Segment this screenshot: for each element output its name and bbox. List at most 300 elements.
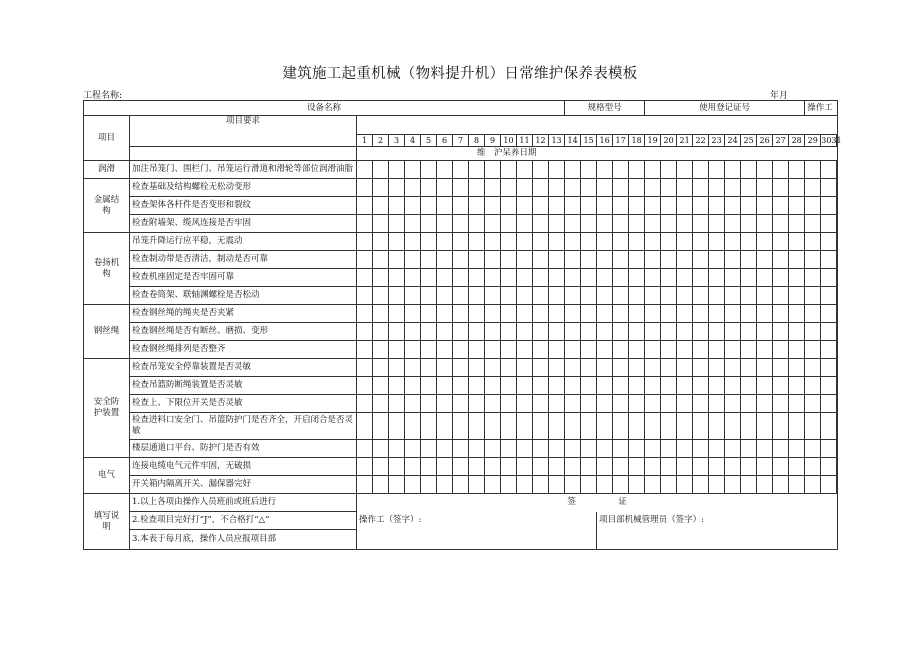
check-cell[interactable] [805,413,821,440]
check-cell[interactable] [533,161,549,179]
check-cell[interactable] [805,179,821,197]
check-cell[interactable] [581,197,597,215]
check-cell[interactable] [437,233,453,251]
check-cell[interactable] [629,458,645,476]
check-cell[interactable] [821,287,837,305]
check-cell[interactable] [789,305,805,323]
check-cell[interactable] [741,215,757,233]
check-cell[interactable] [389,305,405,323]
check-cell[interactable] [469,359,485,377]
check-cell[interactable] [501,197,517,215]
check-cell[interactable] [533,458,549,476]
check-cell[interactable] [421,377,437,395]
check-cell[interactable] [469,305,485,323]
check-cell[interactable] [421,413,437,440]
check-cell[interactable] [437,413,453,440]
check-cell[interactable] [613,305,629,323]
check-cell[interactable] [677,413,693,440]
check-cell[interactable] [693,269,709,287]
check-cell[interactable] [645,161,661,179]
check-cell[interactable] [469,476,485,494]
check-cell[interactable] [405,179,421,197]
check-cell[interactable] [709,305,725,323]
check-cell[interactable] [613,377,629,395]
check-cell[interactable] [597,251,613,269]
check-cell[interactable] [693,161,709,179]
check-cell[interactable] [693,440,709,458]
check-cell[interactable] [693,458,709,476]
check-cell[interactable] [389,458,405,476]
check-cell[interactable] [821,233,837,251]
check-cell[interactable] [533,323,549,341]
check-cell[interactable] [469,440,485,458]
check-cell[interactable] [453,359,469,377]
check-cell[interactable] [533,197,549,215]
check-cell[interactable] [741,413,757,440]
check-cell[interactable] [405,395,421,413]
check-cell[interactable] [373,179,389,197]
check-cell[interactable] [597,161,613,179]
check-cell[interactable] [437,377,453,395]
check-cell[interactable] [805,233,821,251]
check-cell[interactable] [373,233,389,251]
check-cell[interactable] [773,305,789,323]
check-cell[interactable] [533,269,549,287]
check-cell[interactable] [613,233,629,251]
check-cell[interactable] [805,323,821,341]
check-cell[interactable] [405,341,421,359]
check-cell[interactable] [517,395,533,413]
check-cell[interactable] [821,413,837,440]
check-cell[interactable] [693,377,709,395]
check-cell[interactable] [453,287,469,305]
check-cell[interactable] [533,377,549,395]
check-cell[interactable] [357,341,373,359]
check-cell[interactable] [549,287,565,305]
check-cell[interactable] [661,251,677,269]
check-cell[interactable] [437,440,453,458]
check-cell[interactable] [565,161,581,179]
check-cell[interactable] [597,197,613,215]
manager-signature[interactable]: 项目部机械管理员（签字）: [597,512,838,550]
check-cell[interactable] [581,395,597,413]
check-cell[interactable] [373,269,389,287]
check-cell[interactable] [405,161,421,179]
check-cell[interactable] [405,440,421,458]
check-cell[interactable] [821,305,837,323]
check-cell[interactable] [757,215,773,233]
check-cell[interactable] [821,476,837,494]
check-cell[interactable] [533,476,549,494]
check-cell[interactable] [373,161,389,179]
check-cell[interactable] [421,458,437,476]
check-cell[interactable] [725,323,741,341]
check-cell[interactable] [741,440,757,458]
check-cell[interactable] [469,161,485,179]
check-cell[interactable] [517,215,533,233]
check-cell[interactable] [485,215,501,233]
check-cell[interactable] [373,287,389,305]
check-cell[interactable] [469,458,485,476]
check-cell[interactable] [645,251,661,269]
check-cell[interactable] [469,197,485,215]
check-cell[interactable] [549,197,565,215]
check-cell[interactable] [725,413,741,440]
check-cell[interactable] [805,197,821,215]
check-cell[interactable] [789,233,805,251]
check-cell[interactable] [805,305,821,323]
check-cell[interactable] [725,341,741,359]
check-cell[interactable] [693,251,709,269]
check-cell[interactable] [437,359,453,377]
check-cell[interactable] [357,458,373,476]
check-cell[interactable] [757,179,773,197]
check-cell[interactable] [565,341,581,359]
check-cell[interactable] [405,305,421,323]
check-cell[interactable] [517,359,533,377]
check-cell[interactable] [725,476,741,494]
check-cell[interactable] [549,215,565,233]
check-cell[interactable] [629,305,645,323]
check-cell[interactable] [485,287,501,305]
check-cell[interactable] [789,395,805,413]
check-cell[interactable] [821,215,837,233]
check-cell[interactable] [453,458,469,476]
check-cell[interactable] [453,305,469,323]
check-cell[interactable] [405,359,421,377]
check-cell[interactable] [741,197,757,215]
check-cell[interactable] [565,476,581,494]
check-cell[interactable] [661,476,677,494]
check-cell[interactable] [485,161,501,179]
check-cell[interactable] [453,323,469,341]
check-cell[interactable] [741,161,757,179]
check-cell[interactable] [613,197,629,215]
check-cell[interactable] [773,161,789,179]
check-cell[interactable] [581,341,597,359]
check-cell[interactable] [581,476,597,494]
check-cell[interactable] [645,476,661,494]
check-cell[interactable] [501,413,517,440]
check-cell[interactable] [357,440,373,458]
check-cell[interactable] [661,323,677,341]
check-cell[interactable] [405,377,421,395]
check-cell[interactable] [821,377,837,395]
check-cell[interactable] [677,377,693,395]
check-cell[interactable] [485,395,501,413]
check-cell[interactable] [549,341,565,359]
check-cell[interactable] [485,440,501,458]
check-cell[interactable] [357,179,373,197]
check-cell[interactable] [517,476,533,494]
check-cell[interactable] [661,215,677,233]
check-cell[interactable] [693,233,709,251]
check-cell[interactable] [789,323,805,341]
check-cell[interactable] [453,179,469,197]
check-cell[interactable] [677,440,693,458]
check-cell[interactable] [741,476,757,494]
check-cell[interactable] [581,440,597,458]
check-cell[interactable] [629,233,645,251]
check-cell[interactable] [725,359,741,377]
check-cell[interactable] [485,476,501,494]
check-cell[interactable] [757,287,773,305]
check-cell[interactable] [485,341,501,359]
check-cell[interactable] [437,215,453,233]
check-cell[interactable] [389,269,405,287]
check-cell[interactable] [821,179,837,197]
check-cell[interactable] [469,413,485,440]
check-cell[interactable] [549,395,565,413]
check-cell[interactable] [821,440,837,458]
check-cell[interactable] [789,458,805,476]
check-cell[interactable] [581,269,597,287]
check-cell[interactable] [517,269,533,287]
check-cell[interactable] [629,215,645,233]
check-cell[interactable] [741,341,757,359]
check-cell[interactable] [821,197,837,215]
check-cell[interactable] [389,161,405,179]
check-cell[interactable] [357,233,373,251]
check-cell[interactable] [613,341,629,359]
check-cell[interactable] [357,476,373,494]
check-cell[interactable] [773,233,789,251]
check-cell[interactable] [629,413,645,440]
check-cell[interactable] [693,215,709,233]
check-cell[interactable] [581,305,597,323]
check-cell[interactable] [677,458,693,476]
check-cell[interactable] [693,476,709,494]
check-cell[interactable] [677,323,693,341]
check-cell[interactable] [757,395,773,413]
check-cell[interactable] [805,476,821,494]
check-cell[interactable] [517,440,533,458]
check-cell[interactable] [373,215,389,233]
check-cell[interactable] [773,215,789,233]
check-cell[interactable] [453,269,469,287]
check-cell[interactable] [709,233,725,251]
check-cell[interactable] [789,251,805,269]
check-cell[interactable] [565,305,581,323]
check-cell[interactable] [533,413,549,440]
check-cell[interactable] [389,323,405,341]
check-cell[interactable] [725,233,741,251]
check-cell[interactable] [565,359,581,377]
check-cell[interactable] [437,476,453,494]
check-cell[interactable] [389,476,405,494]
check-cell[interactable] [597,458,613,476]
check-cell[interactable] [677,341,693,359]
check-cell[interactable] [757,197,773,215]
check-cell[interactable] [421,287,437,305]
check-cell[interactable] [565,251,581,269]
check-cell[interactable] [437,458,453,476]
check-cell[interactable] [741,359,757,377]
check-cell[interactable] [613,287,629,305]
check-cell[interactable] [709,413,725,440]
check-cell[interactable] [629,197,645,215]
check-cell[interactable] [741,395,757,413]
check-cell[interactable] [565,179,581,197]
check-cell[interactable] [453,341,469,359]
check-cell[interactable] [821,458,837,476]
check-cell[interactable] [597,233,613,251]
check-cell[interactable] [773,476,789,494]
check-cell[interactable] [725,197,741,215]
check-cell[interactable] [549,323,565,341]
check-cell[interactable] [789,440,805,458]
check-cell[interactable] [725,395,741,413]
check-cell[interactable] [549,458,565,476]
check-cell[interactable] [581,359,597,377]
check-cell[interactable] [581,377,597,395]
check-cell[interactable] [613,215,629,233]
check-cell[interactable] [469,377,485,395]
check-cell[interactable] [677,251,693,269]
check-cell[interactable] [405,233,421,251]
check-cell[interactable] [613,323,629,341]
check-cell[interactable] [629,179,645,197]
check-cell[interactable] [565,413,581,440]
check-cell[interactable] [629,251,645,269]
check-cell[interactable] [373,395,389,413]
check-cell[interactable] [389,287,405,305]
check-cell[interactable] [661,341,677,359]
check-cell[interactable] [709,161,725,179]
check-cell[interactable] [629,395,645,413]
check-cell[interactable] [613,476,629,494]
check-cell[interactable] [405,269,421,287]
check-cell[interactable] [373,251,389,269]
check-cell[interactable] [693,341,709,359]
check-cell[interactable] [773,269,789,287]
check-cell[interactable] [549,251,565,269]
check-cell[interactable] [725,161,741,179]
check-cell[interactable] [709,341,725,359]
check-cell[interactable] [773,440,789,458]
check-cell[interactable] [581,179,597,197]
check-cell[interactable] [389,179,405,197]
check-cell[interactable] [405,476,421,494]
check-cell[interactable] [661,179,677,197]
check-cell[interactable] [613,179,629,197]
check-cell[interactable] [373,413,389,440]
check-cell[interactable] [421,251,437,269]
check-cell[interactable] [693,413,709,440]
check-cell[interactable] [501,269,517,287]
check-cell[interactable] [437,161,453,179]
check-cell[interactable] [357,323,373,341]
check-cell[interactable] [645,215,661,233]
check-cell[interactable] [661,377,677,395]
check-cell[interactable] [821,359,837,377]
check-cell[interactable] [373,359,389,377]
check-cell[interactable] [789,359,805,377]
check-cell[interactable] [469,341,485,359]
check-cell[interactable] [805,269,821,287]
check-cell[interactable] [757,323,773,341]
check-cell[interactable] [597,323,613,341]
check-cell[interactable] [597,359,613,377]
check-cell[interactable] [485,251,501,269]
check-cell[interactable] [389,215,405,233]
check-cell[interactable] [469,395,485,413]
check-cell[interactable] [741,251,757,269]
check-cell[interactable] [533,305,549,323]
check-cell[interactable] [629,359,645,377]
check-cell[interactable] [517,323,533,341]
check-cell[interactable] [549,413,565,440]
check-cell[interactable] [821,323,837,341]
check-cell[interactable] [565,440,581,458]
check-cell[interactable] [677,269,693,287]
check-cell[interactable] [821,251,837,269]
check-cell[interactable] [645,359,661,377]
check-cell[interactable] [597,413,613,440]
check-cell[interactable] [757,413,773,440]
check-cell[interactable] [741,179,757,197]
check-cell[interactable] [485,413,501,440]
check-cell[interactable] [565,377,581,395]
check-cell[interactable] [389,413,405,440]
check-cell[interactable] [469,179,485,197]
check-cell[interactable] [485,233,501,251]
check-cell[interactable] [501,377,517,395]
check-cell[interactable] [469,287,485,305]
check-cell[interactable] [757,359,773,377]
check-cell[interactable] [789,413,805,440]
check-cell[interactable] [677,476,693,494]
check-cell[interactable] [469,215,485,233]
check-cell[interactable] [613,161,629,179]
check-cell[interactable] [677,305,693,323]
check-cell[interactable] [357,197,373,215]
check-cell[interactable] [453,251,469,269]
check-cell[interactable] [549,179,565,197]
check-cell[interactable] [597,179,613,197]
check-cell[interactable] [821,269,837,287]
check-cell[interactable] [453,377,469,395]
check-cell[interactable] [757,161,773,179]
check-cell[interactable] [501,359,517,377]
check-cell[interactable] [533,359,549,377]
check-cell[interactable] [437,197,453,215]
check-cell[interactable] [789,476,805,494]
check-cell[interactable] [693,323,709,341]
check-cell[interactable] [517,377,533,395]
check-cell[interactable] [629,287,645,305]
check-cell[interactable] [357,395,373,413]
check-cell[interactable] [389,395,405,413]
check-cell[interactable] [597,476,613,494]
check-cell[interactable] [613,458,629,476]
check-cell[interactable] [565,287,581,305]
check-cell[interactable] [485,179,501,197]
check-cell[interactable] [405,287,421,305]
check-cell[interactable] [805,161,821,179]
check-cell[interactable] [693,287,709,305]
check-cell[interactable] [437,323,453,341]
check-cell[interactable] [677,161,693,179]
check-cell[interactable] [501,305,517,323]
check-cell[interactable] [453,233,469,251]
check-cell[interactable] [581,458,597,476]
check-cell[interactable] [581,251,597,269]
check-cell[interactable] [517,341,533,359]
check-cell[interactable] [565,323,581,341]
check-cell[interactable] [613,251,629,269]
check-cell[interactable] [805,359,821,377]
